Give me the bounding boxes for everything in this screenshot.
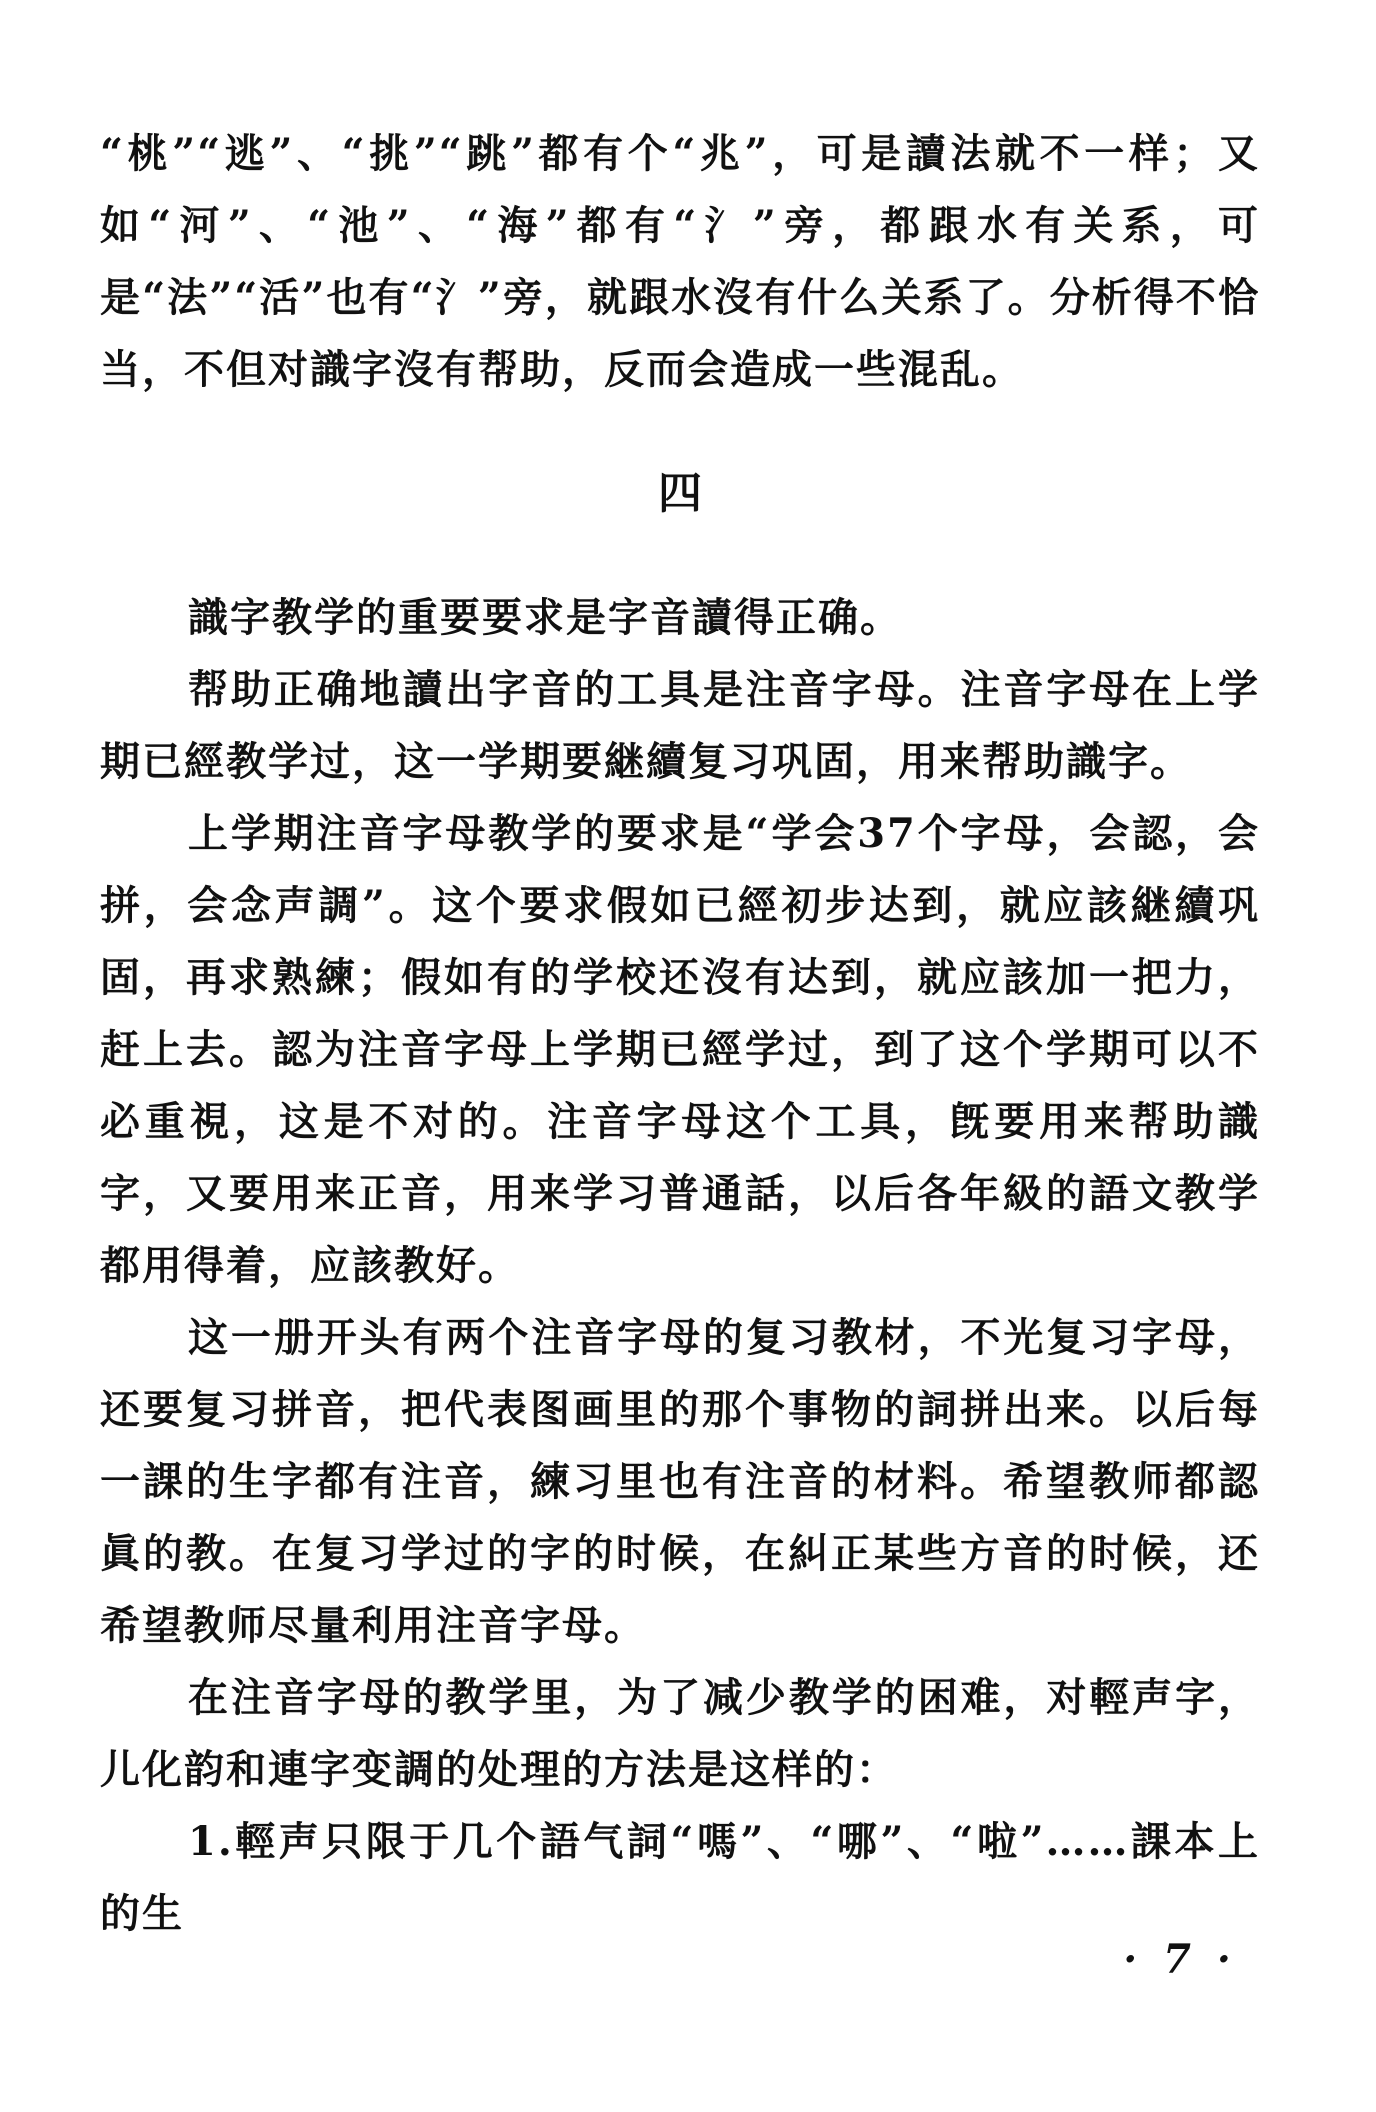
paragraph-6: 在注音字母的教学里，为了减少教学的困难，对輕声字，儿化韵和連字变調的处理的方法是这样的：	[100, 1674, 1260, 1793]
paragraph-2: 識字教学的重要要求是字音讀得正确。	[188, 594, 902, 641]
paragraph-1: “桃”“逃”、“挑”“跳”都有个“兆”，可是讀法就不一样；又如“河”、“池”、“海”都有“氵”旁，都跟水有关系，可是“法”“活”也有“氵”旁，就跟水沒有什么关系了。分析得不恰当，不但对識字沒有帮助，反而会造成一些混乱。	[100, 130, 1260, 393]
paragraph-7: 1.輕声只限于几个語气詞“嗎”、“哪”、“啦”……課本上的生	[100, 1818, 1260, 1937]
paragraph-4: 上学期注音字母教学的要求是“学会37个字母，会認，会拼，会念声調”。这个要求假如已經初步达到，就应該継續巩固，再求熟練；假如有的学校还沒有达到，就应該加一把力，赶上去。認为注音字母上学期已經学过，到了这个学期可以不必重視，这是不对的。注音字母这个工具，旣要用来帮助識字，又要用来正音，用来学习普通話，以后各年級的語文教学都用得着，应該教好。	[100, 810, 1260, 1289]
paragraph-5: 这一册开头有两个注音字母的复习教材，不光复习字母，还要复习拼音，把代表图画里的那个事物的詞拼出来。以后每一課的生字都有注音，練习里也有注音的材料。希望教师都認眞的教。在复习学过的字的时候，在糾正某些方音的时候，还希望教师尽量利用注音字母。	[100, 1314, 1260, 1649]
page-number: · 7 ·	[1123, 1936, 1237, 1983]
document-page	[100, 118, 1260, 2018]
section-heading: 四	[658, 468, 702, 519]
paragraph-3: 帮助正确地讀出字音的工具是注音字母。注音字母在上学期已經教学过，这一学期要継續复习巩固，用来帮助識字。	[100, 666, 1260, 785]
